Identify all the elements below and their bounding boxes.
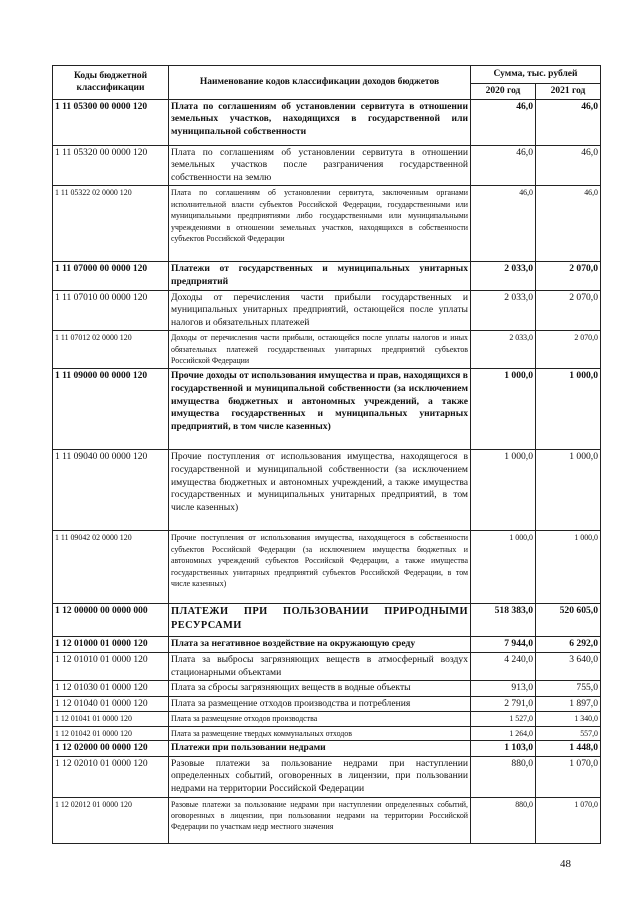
- row-value-2020: 4 240,0: [471, 652, 536, 680]
- table-row: [53, 604, 601, 637]
- table-row: [53, 712, 601, 726]
- row-value-2021: 755,0: [536, 681, 601, 697]
- row-value-2020: 2 033,0: [471, 290, 536, 331]
- row-name: Доходы от перечисления части прибыли государственных и муниципальных унитарных предприятий, остающейся после уплаты налогов и обязательных платежей: [169, 290, 471, 331]
- row-code: 1 11 05322 02 0000 120: [53, 186, 169, 262]
- row-value-2020: 2 791,0: [471, 696, 536, 712]
- row-value-2021: 557,0: [536, 726, 601, 740]
- row-code: 1 12 02000 00 0000 120: [53, 741, 169, 757]
- budget-revenue-table: [52, 65, 601, 844]
- row-value-2021: 1 448,0: [536, 741, 601, 757]
- table-row: [53, 290, 601, 331]
- table-row: [53, 262, 601, 290]
- row-value-2020: 2 033,0: [471, 262, 536, 290]
- row-name: Плата за размещение отходов производства и потребления: [169, 696, 471, 712]
- row-value-2021: 1 897,0: [536, 696, 601, 712]
- header-year-2020: 2020 год: [471, 84, 536, 100]
- row-value-2021: 46,0: [536, 145, 601, 186]
- table-row: [53, 450, 601, 531]
- header-name: Наименование кодов классификации доходов бюджетов: [169, 66, 471, 100]
- row-value-2021: 1 340,0: [536, 712, 601, 726]
- row-code: 1 11 05300 00 0000 120: [53, 99, 169, 145]
- row-value-2021: 3 640,0: [536, 652, 601, 680]
- row-name: Плата по соглашениям об установлении сервитута в отношении земельных участков, находящихся в государственной или муниципальной собственности: [169, 99, 471, 145]
- row-code: 1 12 01010 01 0000 120: [53, 652, 169, 680]
- row-name: Плата за негативное воздействие на окружающую среду: [169, 637, 471, 653]
- row-code: 1 11 07012 02 0000 120: [53, 331, 169, 369]
- row-value-2020: 1 000,0: [471, 531, 536, 604]
- row-value-2021: 46,0: [536, 186, 601, 262]
- row-name: Разовые платежи за пользование недрами при наступлении определенных событий, оговоренных в лицензии, при пользовании недрами на территории Российской Федерации: [169, 756, 471, 797]
- row-name: Разовые платежи за пользование недрами при наступлении определенных событий, оговоренных в лицензии, при пользовании недрами на территории Российской Федерации по участкам недр местного значения: [169, 797, 471, 843]
- table-row: [53, 145, 601, 186]
- row-value-2020: 1 103,0: [471, 741, 536, 757]
- table-body: [53, 99, 601, 843]
- row-name: Платежи от государственных и муниципальных унитарных предприятий: [169, 262, 471, 290]
- row-name: Плата за выбросы загрязняющих веществ в атмосферный воздух стационарными объектами: [169, 652, 471, 680]
- row-value-2021: 520 605,0: [536, 604, 601, 637]
- table-row: [53, 652, 601, 680]
- row-name: Доходы от перечисления части прибыли, остающейся после уплаты налогов и иных обязательных платежей государственных унитарных предприятий субъектов Российской Федерации: [169, 331, 471, 369]
- table-row: [53, 756, 601, 797]
- row-code: 1 12 02010 01 0000 120: [53, 756, 169, 797]
- table-row: [53, 681, 601, 697]
- row-value-2021: 1 070,0: [536, 756, 601, 797]
- row-value-2020: 2 033,0: [471, 331, 536, 369]
- row-code: 1 12 01040 01 0000 120: [53, 696, 169, 712]
- row-value-2020: 913,0: [471, 681, 536, 697]
- row-value-2020: 46,0: [471, 186, 536, 262]
- row-value-2020: 46,0: [471, 99, 536, 145]
- row-value-2021: 1 000,0: [536, 450, 601, 531]
- row-name: Прочие поступления от использования имущества, находящегося в собственности субъектов Российской Федерации (за исключением имущества бюджетных и автономных учреждений субъектов Российской Федерации, а также имущества государственных унитарных предприятий субъектов Российской Федерации, в том числе казенных): [169, 531, 471, 604]
- row-value-2020: 46,0: [471, 145, 536, 186]
- row-value-2021: 2 070,0: [536, 262, 601, 290]
- row-code: 1 12 00000 00 0000 000: [53, 604, 169, 637]
- row-value-2021: 2 070,0: [536, 331, 601, 369]
- table-row: [53, 726, 601, 740]
- header-codes: Коды бюджетной классификации: [53, 66, 169, 100]
- row-code: 1 12 01000 01 0000 120: [53, 637, 169, 653]
- header-year-2021: 2021 год: [536, 84, 601, 100]
- row-code: 1 12 01041 01 0000 120: [53, 712, 169, 726]
- row-value-2020: 1 264,0: [471, 726, 536, 740]
- row-value-2021: 46,0: [536, 99, 601, 145]
- row-value-2020: 1 000,0: [471, 369, 536, 450]
- row-name: Плата по соглашениям об установлении сервитута, заключенным органами исполнительной власти субъектов Российской Федерации, государственными или муниципальными предприятиями либо государственными или муниципальными учреждениями в отношении земельных участков, находящихся в собственности субъектов Российской Федерации: [169, 186, 471, 262]
- row-name: Прочие доходы от использования имущества и прав, находящихся в государственной и муниципальной собственности (за исключением имущества бюджетных и автономных учреждений, а также имущества государственных и муниципальных унитарных предприятий, в том числе казенных): [169, 369, 471, 450]
- row-code: 1 11 09040 00 0000 120: [53, 450, 169, 531]
- page-number: 48: [560, 858, 571, 870]
- row-name: Платежи при пользовании недрами: [169, 741, 471, 757]
- table-row: [53, 797, 601, 843]
- row-code: 1 11 09042 02 0000 120: [53, 531, 169, 604]
- row-code: 1 11 09000 00 0000 120: [53, 369, 169, 450]
- table-row: [53, 531, 601, 604]
- table-row: [53, 741, 601, 757]
- header-sum: Сумма, тыс. рублей: [471, 66, 601, 84]
- table-row: [53, 369, 601, 450]
- row-name: Плата за размещение отходов производства: [169, 712, 471, 726]
- table-row: [53, 696, 601, 712]
- row-value-2021: 1 070,0: [536, 797, 601, 843]
- table-row: [53, 99, 601, 145]
- row-value-2021: 1 000,0: [536, 369, 601, 450]
- row-name: Плата по соглашениям об установлении сервитута в отношении земельных участков после разграничения государственной собственности на землю: [169, 145, 471, 186]
- row-code: 1 12 02012 01 0000 120: [53, 797, 169, 843]
- table-row: [53, 331, 601, 369]
- row-code: 1 11 07010 00 0000 120: [53, 290, 169, 331]
- table-row: [53, 637, 601, 653]
- row-value-2021: 1 000,0: [536, 531, 601, 604]
- row-value-2020: 880,0: [471, 756, 536, 797]
- row-code: 1 11 05320 00 0000 120: [53, 145, 169, 186]
- row-value-2020: 880,0: [471, 797, 536, 843]
- row-value-2021: 2 070,0: [536, 290, 601, 331]
- row-code: 1 11 07000 00 0000 120: [53, 262, 169, 290]
- row-value-2020: 7 944,0: [471, 637, 536, 653]
- row-name: ПЛАТЕЖИ ПРИ ПОЛЬЗОВАНИИ ПРИРОДНЫМИ РЕСУРСАМИ: [169, 604, 471, 637]
- row-name: Плата за сбросы загрязняющих веществ в водные объекты: [169, 681, 471, 697]
- table-row: [53, 186, 601, 262]
- row-value-2021: 6 292,0: [536, 637, 601, 653]
- row-code: 1 12 01030 01 0000 120: [53, 681, 169, 697]
- row-value-2020: 518 383,0: [471, 604, 536, 637]
- row-name: Плата за размещение твердых коммунальных отходов: [169, 726, 471, 740]
- row-value-2020: 1 000,0: [471, 450, 536, 531]
- row-name: Прочие поступления от использования имущества, находящегося в государственной и муниципальной собственности (за исключением имущества бюджетных и автономных учреждений, а также имущества государственных и муниципальных унитарных предприятий, в том числе казенных): [169, 450, 471, 531]
- row-code: 1 12 01042 01 0000 120: [53, 726, 169, 740]
- row-value-2020: 1 527,0: [471, 712, 536, 726]
